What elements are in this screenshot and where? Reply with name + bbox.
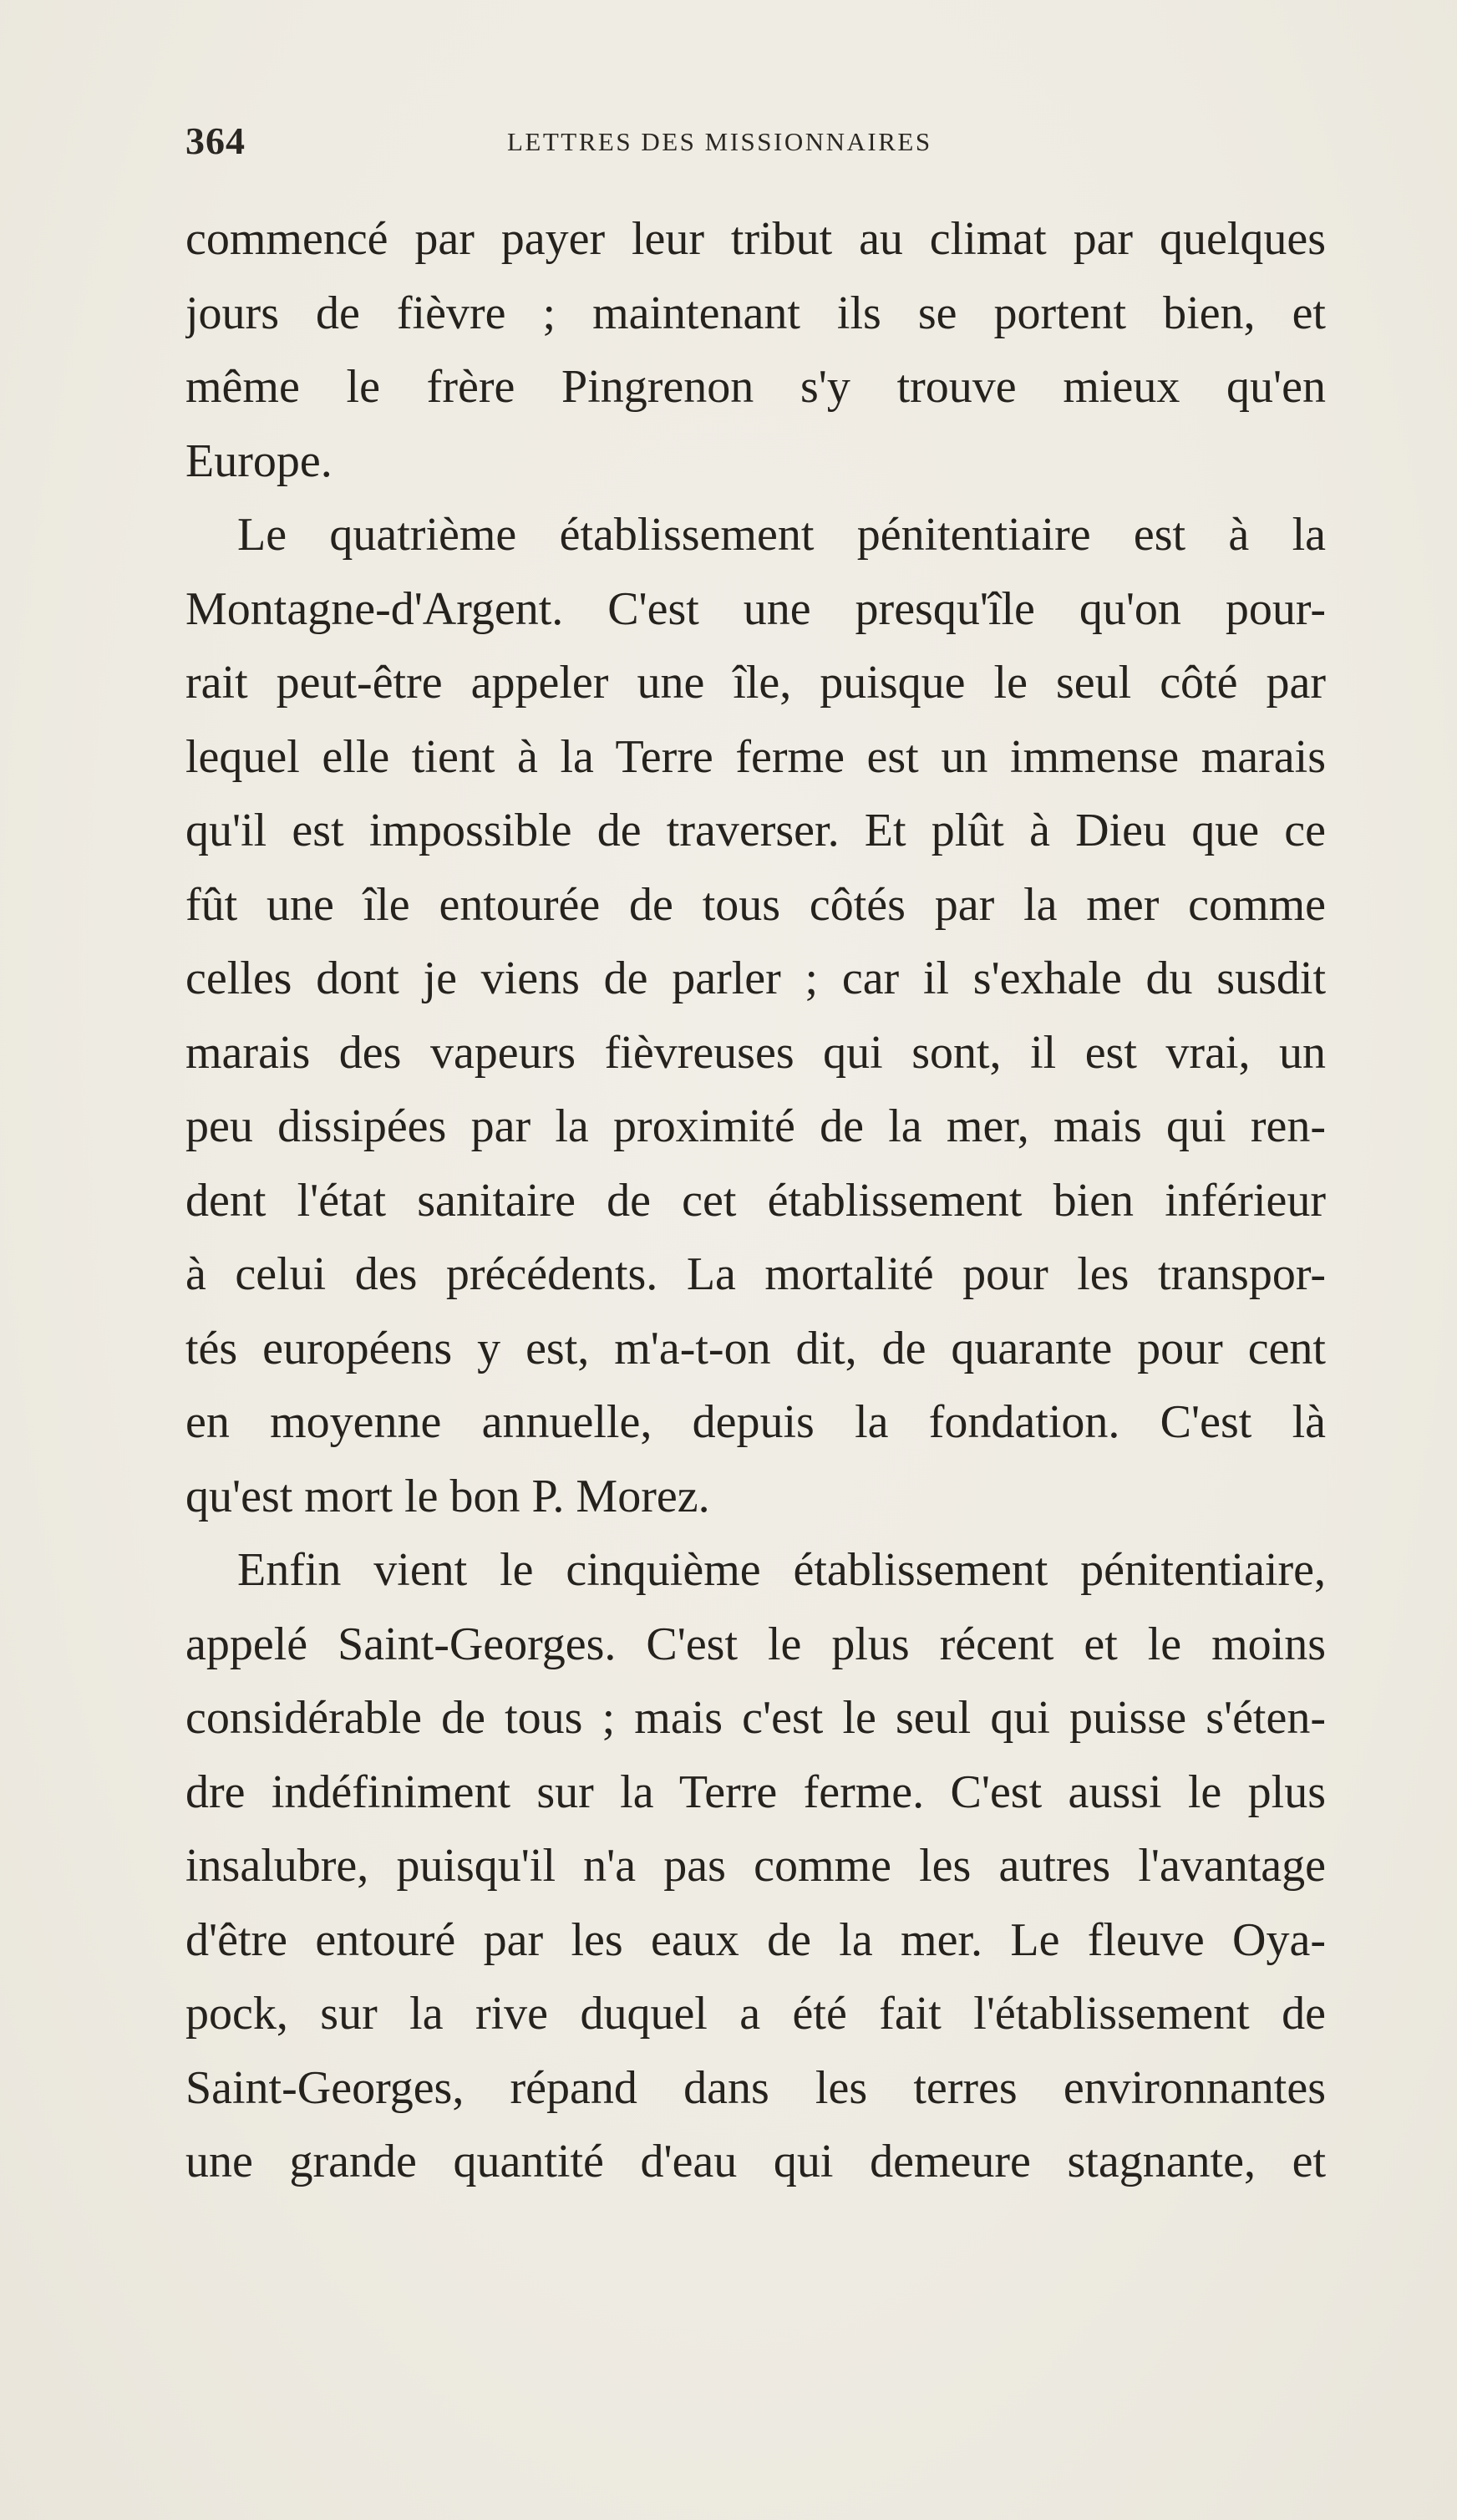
text-line: Montagne-d'Argent. C'est une presqu'île qu'on pour-	[185, 582, 1326, 635]
text-line: pock, sur la rive duquel a été fait l'établissement de	[185, 1988, 1326, 2040]
text-line: dent l'état sanitaire de cet établissement bien inférieur	[185, 1174, 1326, 1227]
body-text	[185, 202, 1326, 2199]
text-line: Europe.	[185, 434, 333, 487]
page-header	[185, 119, 1326, 169]
running-head: LETTRES DES MISSIONNAIRES	[507, 127, 932, 156]
text-line: appelé Saint-Georges. C'est le plus récent et le moins	[185, 1618, 1326, 1670]
text-line: même le frère Pingrenon s'y trouve mieux qu'en	[185, 361, 1326, 413]
text-line: qu'il est impossible de traverser. Et plût à Dieu que ce	[185, 805, 1326, 856]
text-line: dre indéfiniment sur la Terre ferme. C'est aussi le plus	[185, 1766, 1326, 1818]
text-line: une grande quantité d'eau qui demeure stagnante, et	[185, 2136, 1326, 2187]
paragraph-start-line: Enfin vient le cinquième établissement pénitentiaire,	[237, 1544, 1326, 1596]
text-line: lequel elle tient à la Terre ferme est un immense marais	[185, 730, 1326, 783]
text-line: Saint-Georges, répand dans les terres environnantes	[185, 2061, 1326, 2114]
text-line: celles dont je viens de parler ; car il s'exhale du susdit	[185, 953, 1326, 1004]
text-line: peu dissipées par la proximité de la mer, mais qui ren-	[185, 1100, 1326, 1152]
page-number: 364	[185, 119, 246, 162]
text-line: fût une île entourée de tous côtés par la mer comme	[185, 878, 1326, 931]
text-line: jours de fièvre ; maintenant ils se portent bien, et	[185, 287, 1326, 339]
paragraph-start-line: Le quatrième établissement pénitentiaire est à la	[237, 509, 1326, 561]
text-line: d'être entouré par les eaux de la mer. Le fleuve Oya-	[185, 1913, 1326, 1966]
text-line: insalubre, puisqu'il n'a pas comme les autres l'avantage	[185, 1840, 1326, 1892]
text-line: commencé par payer leur tribut au climat par quelques	[185, 213, 1326, 265]
text-line: à celui des précédents. La mortalité pour les transpor-	[185, 1248, 1326, 1300]
text-line: considérable de tous ; mais c'est le seul qui puisse s'éten-	[185, 1692, 1326, 1744]
text-line: tés européens y est, m'a-t-on dit, de quarante pour cent	[185, 1322, 1326, 1374]
text-line: en moyenne annuelle, depuis la fondation. C'est là	[185, 1396, 1326, 1448]
text-line: rait peut-être appeler une île, puisque le seul côté par	[185, 657, 1326, 709]
text-line: qu'est mort le bon P. Morez.	[185, 1470, 710, 1522]
text-line: marais des vapeurs fièvreuses qui sont, il est vrai, un	[185, 1026, 1326, 1079]
